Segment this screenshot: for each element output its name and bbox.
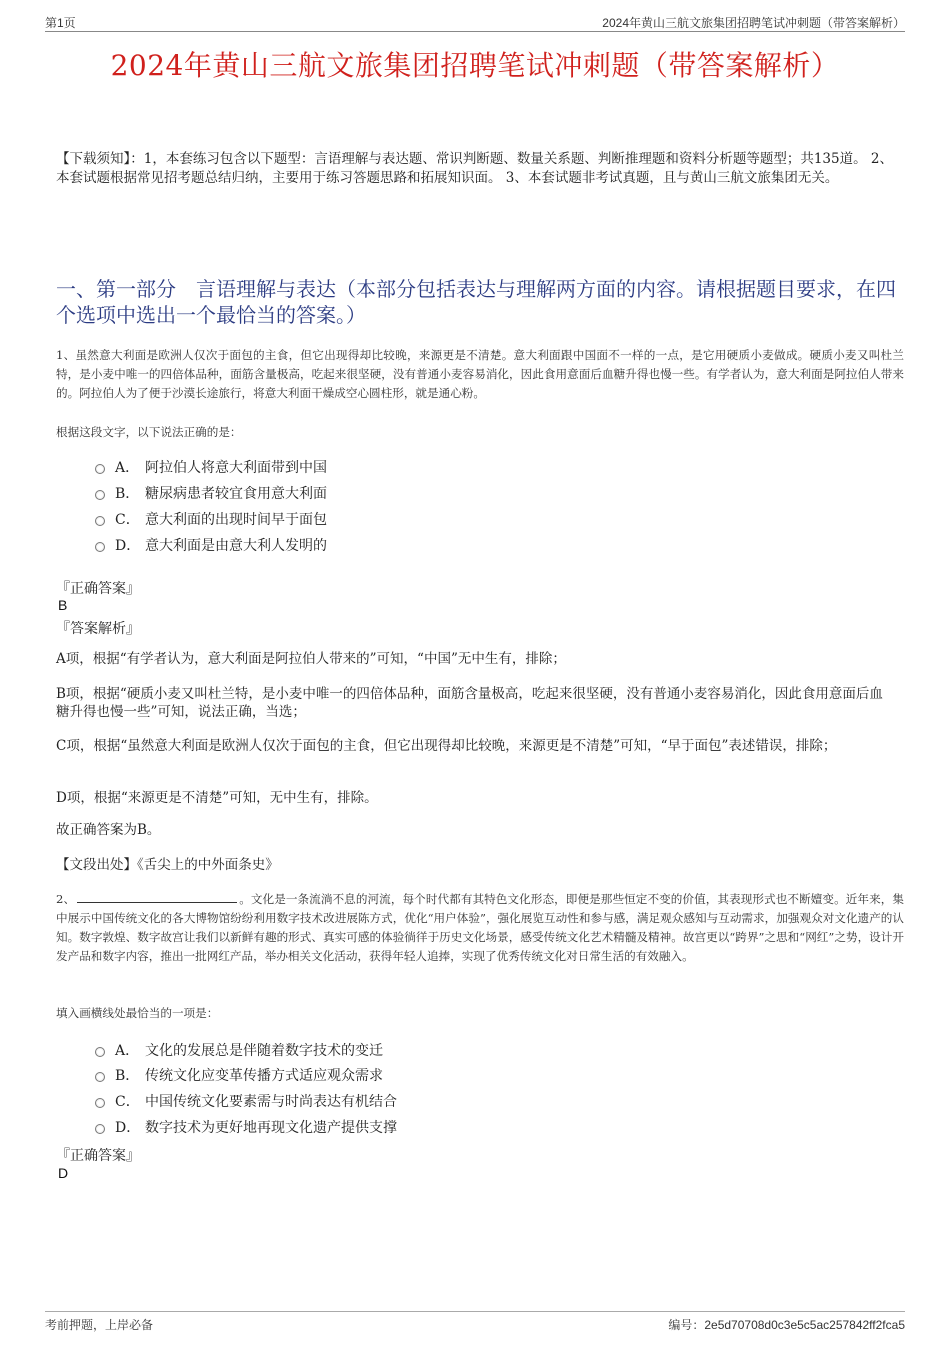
radio-icon[interactable]: [95, 464, 105, 474]
footer-slogan: 考前押题，上岸必备: [45, 1318, 154, 1332]
document-code: [668, 1316, 905, 1333]
radio-icon[interactable]: [95, 516, 105, 526]
passage-source: 【文段出处】《舌尖上的中外面条史》: [56, 857, 279, 873]
question-2-option-d[interactable]: [95, 1117, 397, 1137]
document-code-value: 2e5d70708d0c3e5c5ac257842ff2fca5: [704, 1318, 905, 1332]
option-letter: D．: [115, 538, 141, 554]
option-text: 阿拉伯人将意大利面带到中国: [145, 460, 327, 476]
question-1-option-c[interactable]: [95, 509, 327, 529]
radio-icon[interactable]: [95, 1098, 105, 1108]
download-notice: 【下载须知】：1，本套练习包含以下题型：言语理解与表达题、常识判断题、数量关系题、判断推理题和资料分析题等题型；共135道。 2、本套试题根据常见招考题总结归纳，主要用于练习答题思路和拓展知识面。 3、本套试题非考试真题，且与黄山三航文旅集团无关。: [56, 151, 893, 186]
page-number: 第1页: [45, 16, 76, 30]
analysis-line-d: D项，根据“来源更是不清楚”可知，无中生有，排除。: [56, 790, 378, 806]
analysis-line-a: A项，根据“有学者认为，意大利面是阿拉伯人带来的”可知，“中国”无中生有，排除；: [56, 651, 566, 667]
document-title: 2024年黄山三航文旅集团招聘笔试冲刺题（带答案解析）: [110, 49, 840, 82]
option-text: 传统文化应变革传播方式适应观众需求: [145, 1068, 383, 1084]
header-divider: [45, 31, 905, 32]
section-title: 一、第一部分 言语理解与表达（本部分包括表达与理解两方面的内容。请根据题目要求，在四个选项中选出一个最恰当的答案。）: [56, 277, 896, 327]
footer-divider: [45, 1311, 905, 1312]
radio-icon[interactable]: [95, 490, 105, 500]
question-2-option-c[interactable]: [95, 1091, 397, 1111]
document-code-label: 编号：: [668, 1318, 705, 1332]
radio-icon[interactable]: [95, 1047, 105, 1057]
analysis-line-b: B项，根据“硬质小麦又叫杜兰特，是小麦中唯一的四倍体品种，面筋含量极高，吃起来很坚硬，没有普通小麦容易消化，因此食用意面后血糖升得也慢一些”可知，说法正确，当选；: [56, 686, 883, 720]
option-text: 意大利面是由意大利人发明的: [145, 538, 327, 554]
question-2-prompt: 填入画横线处最恰当的一项是：: [56, 1006, 219, 1020]
correct-answer-value-2: D: [58, 1165, 69, 1181]
option-text: 糖尿病患者较宜食用意大利面: [145, 486, 327, 502]
option-text: 数字技术为更好地再现文化遗产提供支撑: [145, 1120, 397, 1136]
radio-icon[interactable]: [95, 542, 105, 552]
question-2-option-b[interactable]: [95, 1065, 383, 1085]
fill-blank: [77, 892, 237, 903]
answer-analysis-label: 『答案解析』: [56, 621, 140, 637]
radio-icon[interactable]: [95, 1072, 105, 1082]
question-1-option-d[interactable]: [95, 535, 327, 555]
correct-answer-value: B: [58, 597, 68, 613]
correct-answer-label: 『正确答案』: [56, 581, 140, 597]
question-1-prompt: 根据这段文字，以下说法正确的是：: [56, 425, 242, 439]
running-header-title: 2024年黄山三航文旅集团招聘笔试冲刺题（带答案解析）: [602, 16, 905, 30]
question-2-text: 。文化是一条流淌不息的河流，每个时代都有其特色文化形态，即便是那些恒定不变的价值，其表现形式也不断嬗变。近年来，集中展示中国传统文化的各大博物馆纷纷利用数字技术改进展陈方式，优化“用户体验”，强化展览互动性和参与感，满足观众感知与互动需求，加强观众对文化遗产的认知。数字敦煌、数字故宫让我们以新鲜有趣的形式、真实可感的体验徜徉于历史文化场景，感受传统文化艺术精髓及精神。故宫更以“跨界”之思和“网红”之势，设计开发产品和数字内容，推出一批网红产品，举办相关文化活动，获得年轻人追捧，实现了优秀传统文化对日常生活的有效融入。: [56, 892, 904, 963]
option-letter: B．: [115, 486, 140, 502]
question-2-passage: [56, 890, 904, 966]
option-letter: A．: [115, 460, 140, 476]
question-2-option-a[interactable]: [95, 1040, 383, 1060]
correct-answer-label-2: 『正确答案』: [56, 1148, 140, 1164]
question-1-option-a[interactable]: [95, 457, 327, 477]
option-letter: A．: [115, 1043, 140, 1059]
radio-icon[interactable]: [95, 1124, 105, 1134]
option-letter: C．: [115, 1094, 140, 1110]
option-text: 意大利面的出现时间早于面包: [145, 512, 327, 528]
analysis-conclusion: 故正确答案为B。: [56, 822, 161, 838]
question-2-number: 2、: [56, 892, 76, 906]
option-letter: B．: [115, 1068, 140, 1084]
question-1-passage: 1、虽然意大利面是欧洲人仅次于面包的主食，但它出现得却比较晚，来源更是不清楚。意大利面跟中国面不一样的一点，是它用硬质小麦做成。硬质小麦又叫杜兰特，是小麦中唯一的四倍体品种，面筋含量极高，吃起来很坚硬，没有普通小麦容易消化，因此食用意面后血糖升得也慢一些。有学者认为，意大利面是阿拉伯人带来的。阿拉伯人为了便于沙漠长途旅行，将意大利面干燥成空心圆柱形，就是通心粉。: [56, 348, 904, 400]
analysis-line-c: C项，根据“虽然意大利面是欧洲人仅次于面包的主食，但它出现得却比较晚，来源更是不清楚”可知，“早于面包”表述错误，排除；: [56, 738, 837, 754]
option-text: 中国传统文化要素需与时尚表达有机结合: [145, 1094, 397, 1110]
option-text: 文化的发展总是伴随着数字技术的变迁: [145, 1043, 383, 1059]
option-letter: D．: [115, 1120, 141, 1136]
question-1-option-b[interactable]: [95, 483, 327, 503]
option-letter: C．: [115, 512, 140, 528]
